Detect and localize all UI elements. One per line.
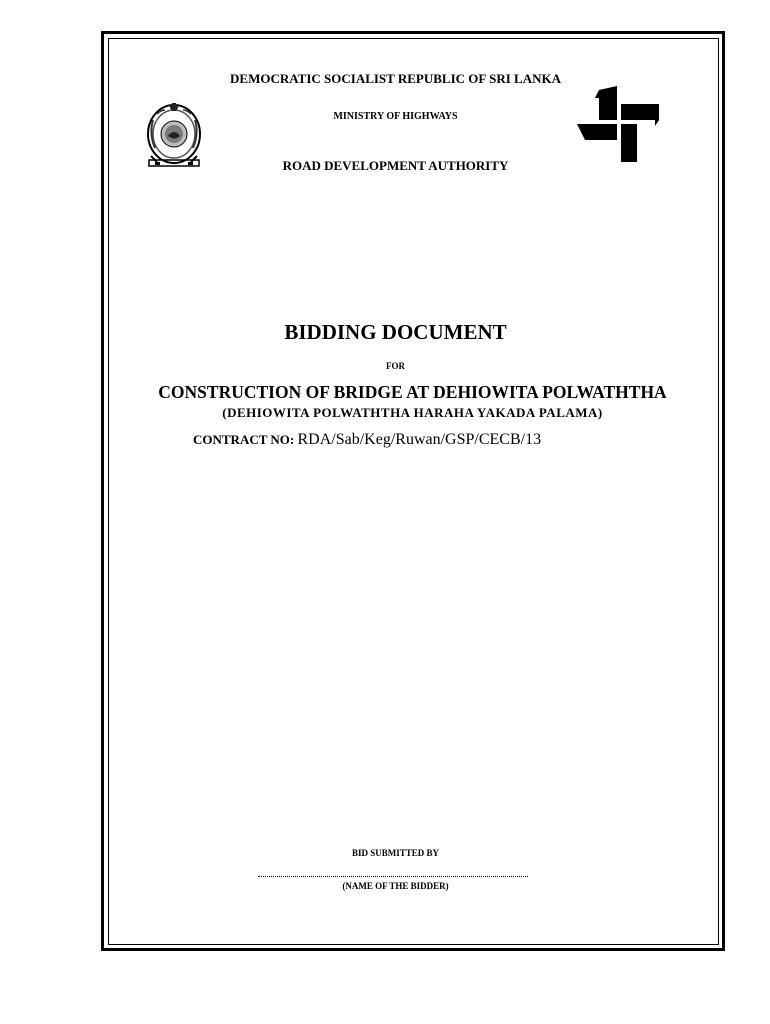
bidder-name-line — [258, 870, 528, 877]
contract-line — [193, 431, 541, 449]
project-local-title: (DEHIOWITA POLWATHTHA HARAHA YAKADA PALAMA) — [222, 405, 603, 420]
for-label: FOR — [386, 361, 405, 371]
ministry-heading: MINISTRY OF HIGHWAYS — [333, 111, 458, 122]
contract-label: CONTRACT NO: — [193, 432, 295, 447]
country-heading: DEMOCRATIC SOCIALIST REPUBLIC OF SRI LANKA — [230, 71, 561, 86]
project-title: CONSTRUCTION OF BRIDGE AT DEHIOWITA POLWATHTHA — [158, 382, 667, 402]
bid-submitted-label: BID SUBMITTED BY — [351, 848, 440, 858]
authority-heading: ROAD DEVELOPMENT AUTHORITY — [282, 158, 509, 173]
rda-logo-icon — [575, 84, 661, 164]
contract-number: RDA/Sab/Keg/Ruwan/GSP/CECB/13 — [297, 431, 542, 448]
page-border-inner — [108, 38, 719, 945]
bidder-name-label: (NAME OF THE BIDDER) — [342, 881, 449, 891]
document-title: BIDDING DOCUMENT — [284, 320, 507, 344]
